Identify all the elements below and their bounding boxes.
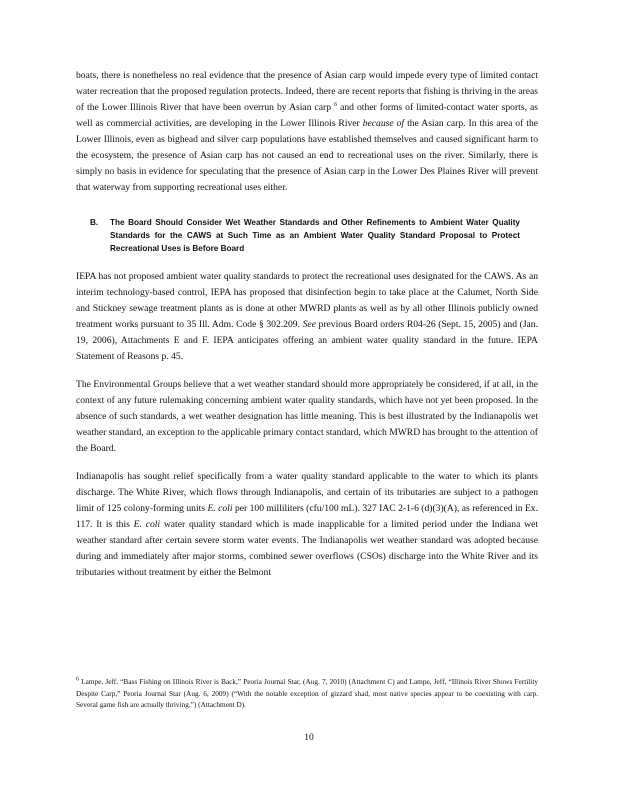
paragraph-indianapolis bbox=[76, 469, 538, 581]
footnote-mark: 6 bbox=[76, 676, 79, 683]
footnote-text: Lampe, Jeff, “Bass Fishing on Illinois River is Back,” Peoria Journal Star, (Aug. 7, 2010) (Attachment C) and Lampe, Jeff, “Illinois River Shows Fertility Despite Carp,” Peoria Journal Star (Aug. 6, 2009) (“With the notable exception of gizzard shad, most native species appear to be coexisting with carp. Several game fish are actually thriving.”) (Attachment D). bbox=[76, 677, 539, 709]
text-span: boats, there is nonetheless no real evidence that the presence of Asian carp would impede every type of limited contact water recreation that the proposed regulation protects. Indeed, there are recent reports that fishing is thriving in the areas of the Lower Illinois River that have been overrun by Asian carp bbox=[76, 70, 538, 113]
body-text bbox=[76, 68, 538, 593]
footnote bbox=[76, 676, 538, 711]
text-span: water quality standard which is made inapplicable for a limited period under the Indiana wet weather standard after certain severe storm water events. The Indianapolis wet weather standard was adopted because during and immediately after major storms, combined sewer overflows (CSOs) discharge into the White River and its tributaries without treatment by either the Belmont bbox=[76, 519, 538, 578]
page-number: 10 bbox=[304, 733, 314, 743]
paragraph-iepa bbox=[76, 269, 538, 365]
paragraph-environmental-groups: The Environmental Groups believe that a wet weather standard should more appropriately be considered, if at all, in the context of any future rulemaking concerning ambient water quality standards, which have not yet been proposed. In the absence of such standards, a wet weather designation has little meaning. This is best illustrated by the Indianapolis wet weather standard, an exception to the applicable primary contact standard, which MWRD has brought to the attention of the Board. bbox=[76, 379, 538, 454]
text-span: Indianapolis has sought relief specifically from a water quality standard applicable to the water to which its plants discharge. The White River, which flows through Indianapolis, and certain of its tributaries are subject to a pathogen limit of 125 colony-forming units bbox=[76, 471, 538, 514]
section-title: The Board Should Consider Wet Weather Standards and Other Refinements to Ambient Water Quality Standards for the CAWS at Such Time as an Ambient Water Quality Standard Proposal to Protect Recreational Uses is Before Board bbox=[110, 218, 520, 253]
footnote-ref[interactable]: 6 bbox=[334, 101, 338, 108]
text-span: the Asian carp. In this area of the Lower Illinois, even as bighead and silver carp populations have established themselves and caused significant harm to the ecosystem, the presence of Asian carp has not caused an end to recreational uses on the river. Similarly, there is simply no basis in evidence for speculating that the presence of Asian carp in the Lower Des Plaines River will prevent that waterway from supporting recreational uses either. bbox=[76, 118, 539, 193]
paragraph-asian-carp bbox=[76, 68, 538, 196]
section-heading bbox=[90, 216, 538, 255]
text-span: previous Board orders R04-26 (Sept. 15, 2005) and (Jan. 19, 2006), Attachments E and F. IEPA anticipates offering an ambient water quality standard in the future. IEPA Statement of Reasons p. 45. bbox=[76, 319, 539, 362]
section-number: B. bbox=[90, 218, 99, 227]
text-span: and other forms of limited-contact water sports, as well as commercial activities, are developing in the Lower Illinois River bbox=[76, 102, 538, 129]
emphasis: E. coli bbox=[133, 519, 161, 530]
text-span: per 100 milliliters (cfu/100 mL). 327 IAC 2-1-6 (d)(3)(A), as referenced in Ex. 117. It is this bbox=[76, 503, 539, 530]
emphasis: E. coli bbox=[207, 503, 233, 514]
emphasis: because of bbox=[362, 118, 405, 129]
text-span: IEPA has not proposed ambient water quality standards to protect the recreational uses designated for the CAWS. As an interim technology-based control, IEPA has proposed that disinfection begin to take place at the Calumet, North Side and Stickney sewage treatment plants as is done at other MWRD plants as well as by all other Illinois publicly owned treatment works pursuant to 35 Ill. Adm. Code § 302.209. bbox=[76, 271, 538, 330]
emphasis: See bbox=[302, 319, 316, 330]
